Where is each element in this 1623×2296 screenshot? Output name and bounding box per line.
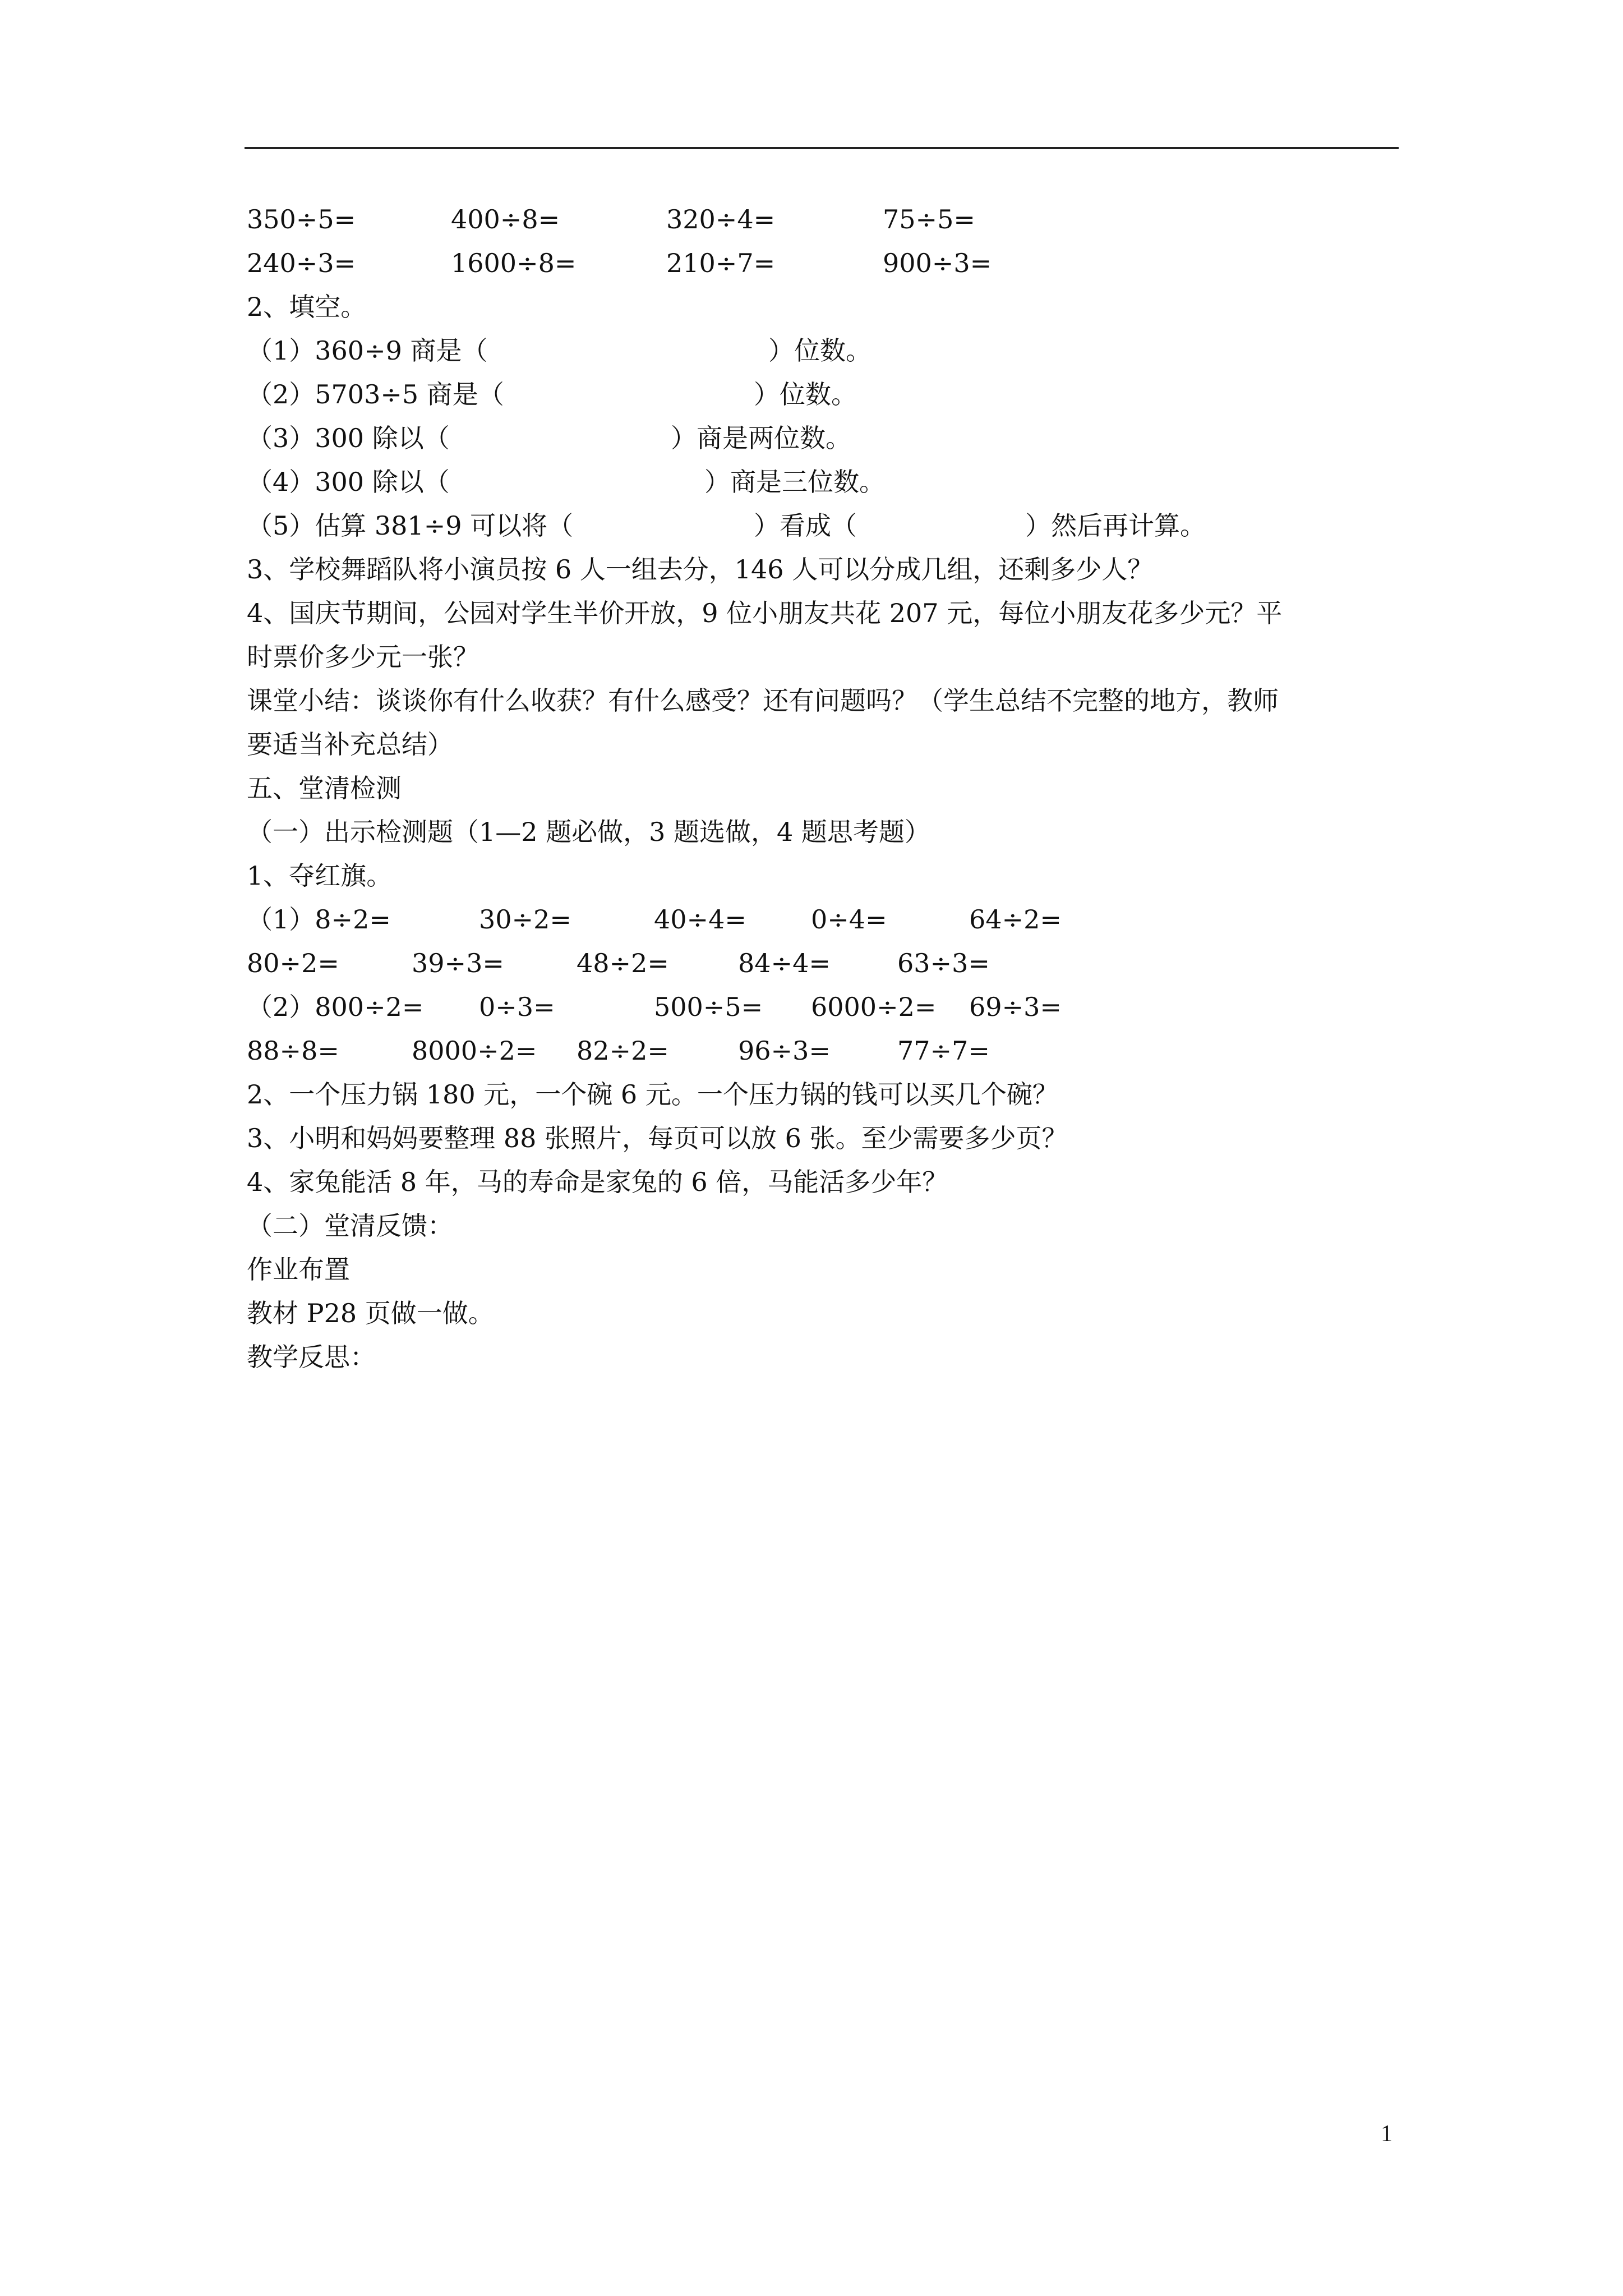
fill-text: （3）300 除以（ — [247, 423, 450, 453]
calc-item: 80÷2= — [247, 948, 339, 978]
section-5-title: 五、堂清检测 — [247, 773, 402, 803]
test-question-2: 2、一个压力锅 180 元，一个碗 6 元。一个压力锅的钱可以买几个碗？ — [247, 1079, 1058, 1110]
header-rule — [245, 147, 1399, 149]
fill-text: ）商是两位数。 — [671, 423, 851, 453]
summary-line-1: 课堂小结：谈谈你有什么收获？有什么感受？还有问题吗？（学生总结不完整的地方，教师 — [247, 685, 1279, 716]
teaching-reflection: 教学反思： — [247, 1342, 376, 1372]
calc-item: 88÷8= — [247, 1036, 339, 1066]
calc-item: 69÷3= — [969, 992, 1062, 1022]
calc-item: 240÷3= — [247, 248, 356, 278]
calc-item: 400÷8= — [451, 204, 560, 234]
calc-item: 64÷2= — [969, 904, 1062, 935]
question-2-title: 2、填空。 — [247, 292, 367, 322]
fill-text: （5）估算 381÷9 可以将（ — [247, 510, 574, 541]
calc-item: 320÷4= — [666, 204, 776, 234]
homework-heading: 作业布置 — [247, 1254, 350, 1285]
calc-item: 39÷3= — [412, 948, 504, 978]
question-4-line-2: 时票价多少元一张？ — [247, 642, 479, 672]
calc-item: 63÷3= — [897, 948, 990, 978]
fill-text: ）商是三位数。 — [704, 467, 885, 497]
calc-item: 6000÷2= — [811, 992, 937, 1022]
calc-item: 84÷4= — [738, 948, 831, 978]
fill-text: （2）5703÷5 商是（ — [247, 379, 504, 409]
calc-item: 900÷3= — [883, 248, 992, 278]
test-question-4: 4、家兔能活 8 年，马的寿命是家兔的 6 倍，马能活多少年？ — [247, 1167, 948, 1197]
subsection-1-title: （一）出示检测题（1—2 题必做，3 题选做，4 题思考题） — [247, 817, 930, 847]
subsection-2-title: （二）堂清反馈： — [247, 1211, 453, 1241]
calc-item: 500÷5= — [654, 992, 763, 1022]
textbook-assignment: 教材 P28 页做一做。 — [247, 1298, 494, 1328]
calc-item: 0÷4= — [811, 904, 887, 935]
calc-item: （1）8÷2= — [247, 904, 391, 935]
fill-text: ）然后再计算。 — [1025, 510, 1206, 541]
fill-text: ）看成（ — [754, 510, 857, 541]
calc-item: 82÷2= — [577, 1036, 669, 1066]
calc-item: 30÷2= — [479, 904, 571, 935]
calc-item: （2）800÷2= — [247, 992, 424, 1022]
fill-text: ）位数。 — [768, 335, 872, 366]
calc-item: 75÷5= — [883, 204, 975, 234]
calc-item: 77÷7= — [897, 1036, 990, 1066]
calc-item: 8000÷2= — [412, 1036, 537, 1066]
question-3: 3、学校舞蹈队将小演员按 6 人一组去分，146 人可以分成几组，还剩多少人？ — [247, 554, 1154, 585]
calc-item: 350÷5= — [247, 204, 356, 234]
question-4-line-1: 4、国庆节期间，公园对学生半价开放，9 位小朋友共花 207 元，每位小朋友花多少元？平 — [247, 598, 1283, 628]
calc-item: 1600÷8= — [451, 248, 577, 278]
calc-item: 0÷3= — [479, 992, 555, 1022]
flag-title: 1、夺红旗。 — [247, 861, 393, 891]
calc-item: 210÷7= — [666, 248, 776, 278]
page-number: 1 — [1381, 2121, 1393, 2147]
fill-text: （1）360÷9 商是（ — [247, 335, 488, 366]
fill-text: ）位数。 — [754, 379, 857, 409]
calc-item: 96÷3= — [738, 1036, 831, 1066]
summary-line-2: 要适当补充总结） — [247, 729, 453, 760]
calc-item: 48÷2= — [577, 948, 669, 978]
fill-text: （4）300 除以（ — [247, 467, 450, 497]
test-question-3: 3、小明和妈妈要整理 88 张照片，每页可以放 6 张。至少需要多少页？ — [247, 1123, 1068, 1153]
calc-item: 40÷4= — [654, 904, 746, 935]
